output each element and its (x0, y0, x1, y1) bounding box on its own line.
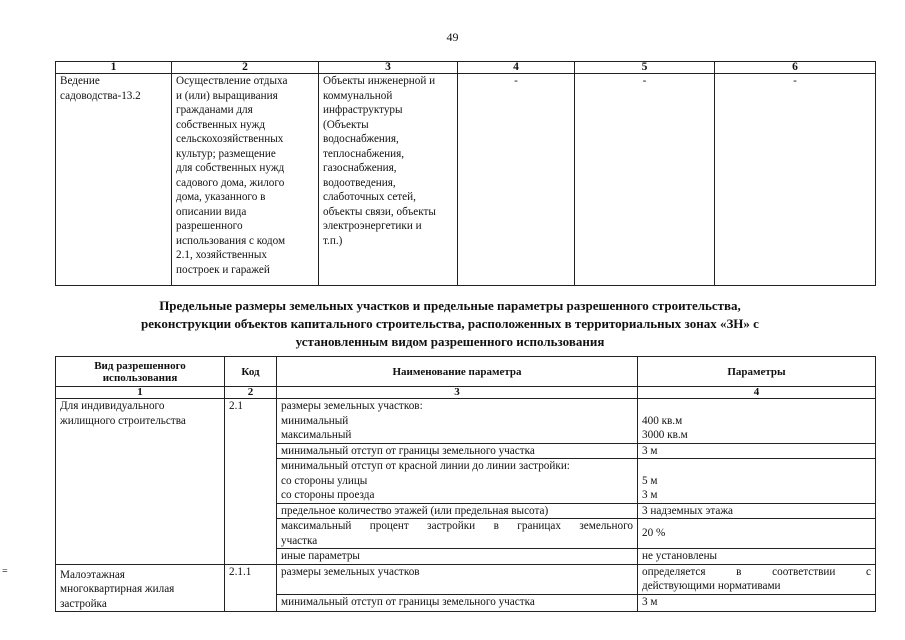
code-header: Код (225, 357, 277, 387)
dash-cell: - (715, 74, 876, 286)
zone-parameters-table (55, 356, 876, 612)
table1-col-header: 3 (319, 62, 458, 74)
table2-header-row (56, 357, 876, 387)
use-type-header: Вид разрешенного использования (56, 357, 225, 387)
column-number: 1 (56, 387, 225, 399)
param-name-cell: максимальный процент застройки в границах земельного участка (277, 519, 638, 549)
use-type-cell: Для индивидуального жилищного строительства (56, 399, 225, 565)
margin-mark: = (2, 566, 8, 577)
section-title: Предельные размеры земельных участков и предельные параметры разрешенного строительства, реконструкции объектов капитального строительства, расположенных в территориальных зонах «ЗН» с установленным видом разрешенного использования (141, 298, 759, 349)
param-name-cell: минимальный отступ от границы земельного участка (277, 443, 638, 459)
table-row (56, 564, 876, 594)
infrastructure-cell: Объекты инженерной и коммунальной инфраструктуры (Объекты водоснабжения, теплоснабжения, газоснабжения, водоотведения, слаботочных сетей, объекты связи, объекты электроэнергетики и т.п.) (319, 74, 458, 286)
use-type-cell: Ведение садоводства-13.2 (56, 74, 172, 286)
use-type-cell: Малоэтажная многоквартирная жилая застройка (56, 564, 225, 612)
param-name-cell: размеры земельных участков (277, 564, 638, 594)
param-value-cell: 3 м (638, 594, 876, 612)
table1-col-header: 1 (56, 62, 172, 74)
param-value-cell: 20 % (638, 519, 876, 549)
param-value-cell: определяется в соответствии с действующими нормативами (638, 564, 876, 594)
table1-col-header: 5 (575, 62, 715, 74)
param-value-cell: 400 кв.м 3000 кв.м (638, 399, 876, 444)
table1-col-header: 6 (715, 62, 876, 74)
code-cell: 2.1.1 (225, 564, 277, 612)
table1-col-header: 2 (172, 62, 319, 74)
param-name-header: Наименование параметра (277, 357, 638, 387)
code-cell: 2.1 (225, 399, 277, 565)
table1-header-row (56, 62, 876, 74)
param-value-cell: 5 м 3 м (638, 459, 876, 504)
dash-cell: - (575, 74, 715, 286)
page-number: 49 (446, 30, 459, 44)
table1-row (56, 74, 876, 286)
table2-number-row (56, 387, 876, 399)
column-number: 2 (225, 387, 277, 399)
land-use-table-continuation (55, 61, 876, 286)
table-row (56, 399, 876, 444)
dash-cell: - (458, 74, 575, 286)
description-cell: Осуществление отдыха и (или) выращивания гражданами для собственных нужд сельскохозяйственных культур; размещение для собственных нужд садового дома, жилого дома, указанного в описании вида разрешенного использования с кодом 2.1, хозяйственных построек и гаражей (172, 74, 319, 286)
param-name-cell: минимальный отступ от красной линии до линии застройки: со стороны улицы со стороны проезда (277, 459, 638, 504)
column-number: 4 (638, 387, 876, 399)
params-header: Параметры (638, 357, 876, 387)
param-name-cell: размеры земельных участков: минимальный максимальный (277, 399, 638, 444)
param-name-cell: иные параметры (277, 549, 638, 565)
param-name-cell: минимальный отступ от границы земельного участка (277, 594, 638, 612)
param-value-cell: 3 надземных этажа (638, 503, 876, 519)
param-name-cell: предельное количество этажей (или предельная высота) (277, 503, 638, 519)
column-number: 3 (277, 387, 638, 399)
param-value-cell: не установлены (638, 549, 876, 565)
param-value-cell: 3 м (638, 443, 876, 459)
table1-col-header: 4 (458, 62, 575, 74)
